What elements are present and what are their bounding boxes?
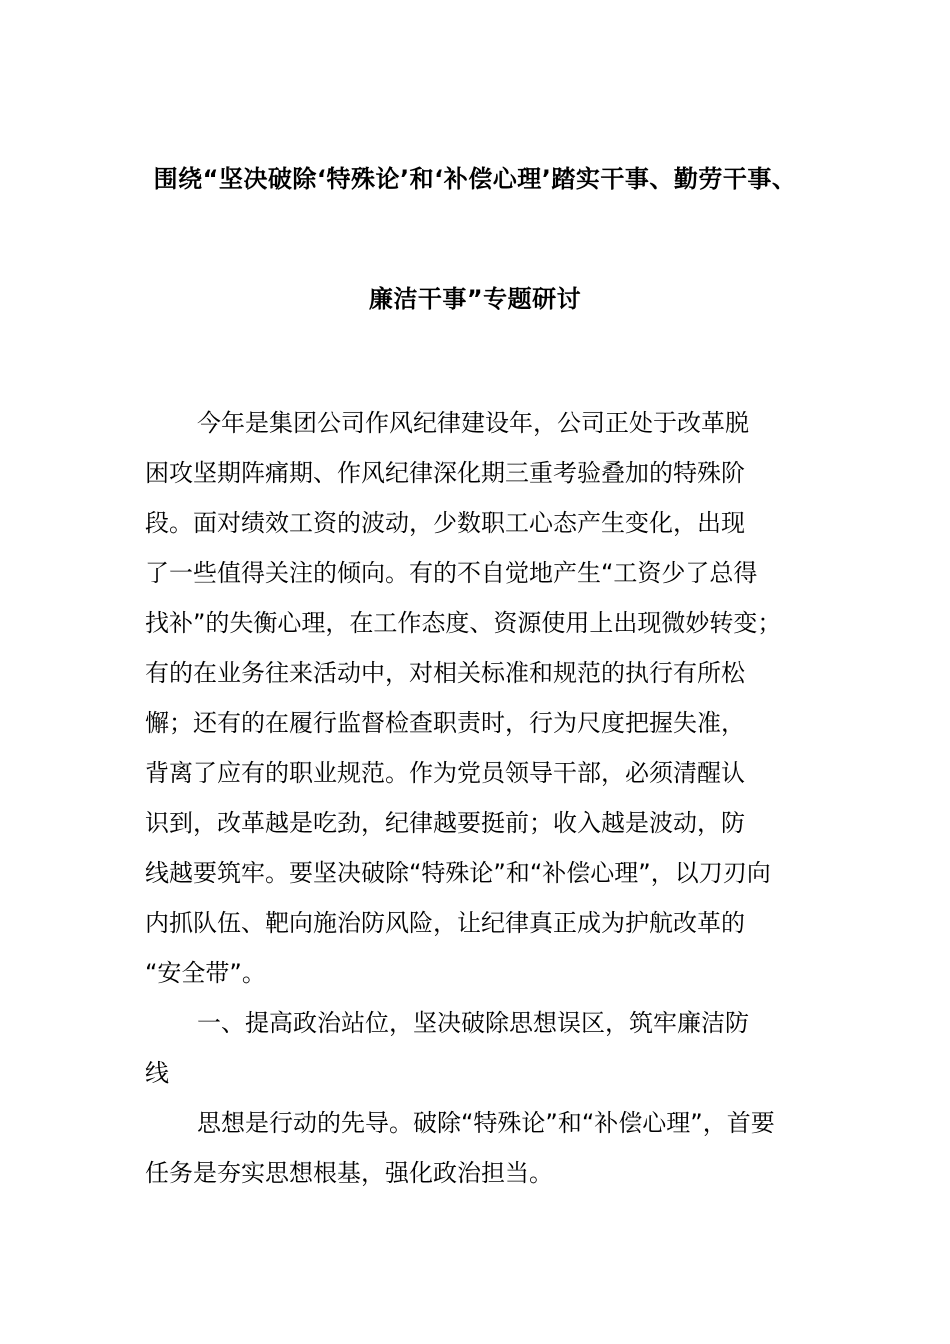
paragraph-line: 找补”的失衡心理，在工作态度、资源使用上出现微妙转变； xyxy=(145,609,782,637)
document-title-line-2: 廉洁干事”专题研讨 xyxy=(368,285,582,313)
paragraph-line: 任务是夯实思想根基，强化政治担当。 xyxy=(145,1159,553,1187)
paragraph-line: 识到，改革越是吃劲，纪律越要挺前；收入越是波动，防 xyxy=(145,809,745,837)
heading-line: 一、提高政治站位，坚决破除思想误区，筑牢廉洁防 xyxy=(197,1009,749,1037)
paragraph-line: 懈；还有的在履行监督检查职责时，行为尺度把握失准， xyxy=(145,709,745,737)
paragraph-line: 了一些值得关注的倾向。有的不自觉地产生“工资少了总得 xyxy=(145,559,758,587)
paragraph-line: 困攻坚期阵痛期、作风纪律深化期三重考验叠加的特殊阶 xyxy=(145,459,745,487)
paragraph-line: 背离了应有的职业规范。作为党员领导干部，必须清醒认 xyxy=(145,759,745,787)
paragraph-section-1 xyxy=(145,1098,835,1198)
heading-line: 线 xyxy=(145,1059,169,1087)
paragraph-intro xyxy=(145,398,835,998)
paragraph-line: 有的在业务往来活动中，对相关标准和规范的执行有所松 xyxy=(145,659,745,687)
paragraph-line: “安全带”。 xyxy=(145,959,266,987)
paragraph-line: 内抓队伍、靶向施治防风险，让纪律真正成为护航改革的 xyxy=(145,909,745,937)
paragraph-line: 线越要筑牢。要坚决破除“特殊论”和“补偿心理”，以刀刃向 xyxy=(145,859,771,887)
section-heading-1 xyxy=(145,998,835,1098)
document-title-line-1: 围绕“坚决破除‘特殊论’和‘补偿心理’踏实干事、勤劳干事、 xyxy=(153,165,797,193)
paragraph-line: 段。面对绩效工资的波动，少数职工心态产生变化，出现 xyxy=(145,509,745,537)
paragraph-line: 今年是集团公司作风纪律建设年，公司正处于改革脱 xyxy=(197,409,749,437)
document-body xyxy=(145,398,835,1198)
paragraph-line: 思想是行动的先导。破除“特殊论”和“补偿心理”，首要 xyxy=(197,1109,775,1137)
